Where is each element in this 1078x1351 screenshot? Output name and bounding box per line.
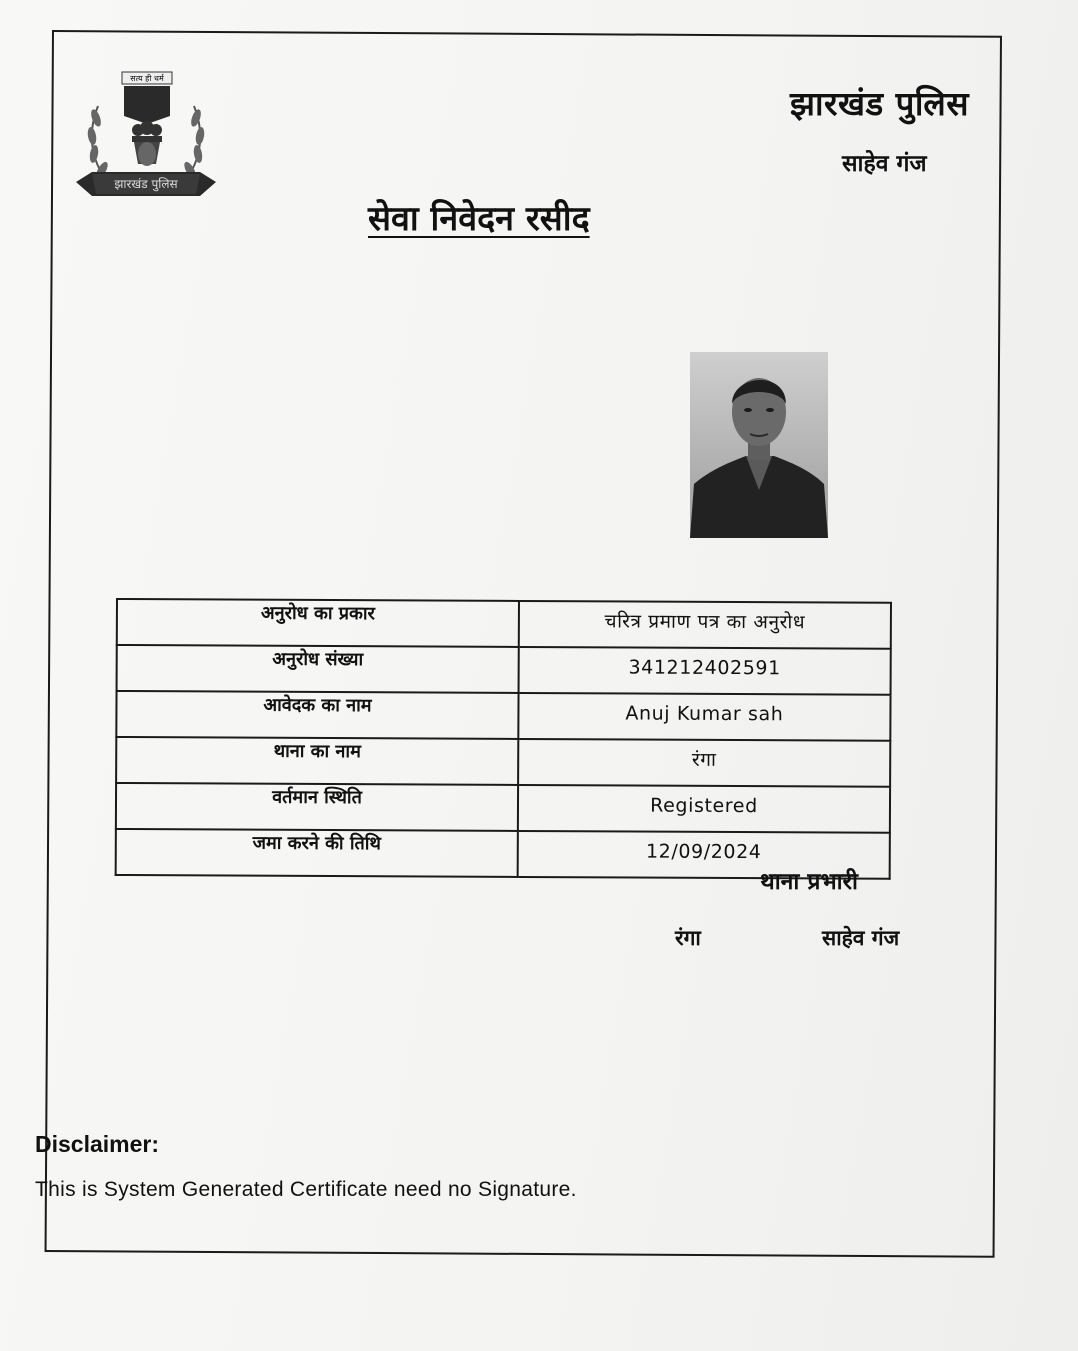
police-emblem-icon (72, 66, 220, 211)
table-row (116, 737, 890, 787)
submission-date-value: 12/09/2024 (518, 831, 890, 879)
applicant-name-value: Anuj Kumar sah (518, 693, 890, 741)
request-number-value: 341212402591 (519, 647, 891, 695)
applicant-name-label: आवेदक का नाम (116, 691, 518, 739)
organization-name: झारखंड पुलिस (790, 84, 970, 123)
table-row (117, 599, 891, 649)
table-row (117, 645, 891, 695)
district-name: साहेव गंज (842, 150, 927, 177)
request-type-label: अनुरोध का प्रकार (117, 599, 519, 647)
officer-title: थाना प्रभारी (760, 868, 858, 895)
emblem-ribbon-text: झारखंड पुलिस (114, 177, 178, 191)
request-type-value: चरित्र प्रमाण पत्र का अनुरोध (519, 601, 891, 649)
emblem-motto: सत्य ही धर्म (130, 74, 164, 83)
signature-district: साहेव गंज (822, 925, 900, 950)
disclaimer-heading: Disclaimer: (35, 1131, 160, 1157)
signature-station: रंगा (675, 925, 701, 950)
table-row (116, 783, 890, 833)
request-details-table (115, 598, 892, 880)
submission-date-label: जमा करने की तिथि (116, 829, 518, 877)
request-number-label: अनुरोध संख्या (117, 645, 519, 693)
page-title: सेवा निवेदन रसीद (368, 199, 590, 239)
table-row (116, 691, 890, 741)
applicant-photo (690, 352, 828, 538)
police-station-label: थाना का नाम (116, 737, 518, 785)
current-status-value: Registered (518, 785, 890, 833)
disclaimer-text: This is System Generated Certificate need no Signature. (35, 1178, 577, 1201)
police-station-value: रंगा (518, 739, 890, 787)
current-status-label: वर्तमान स्थिति (116, 783, 518, 831)
